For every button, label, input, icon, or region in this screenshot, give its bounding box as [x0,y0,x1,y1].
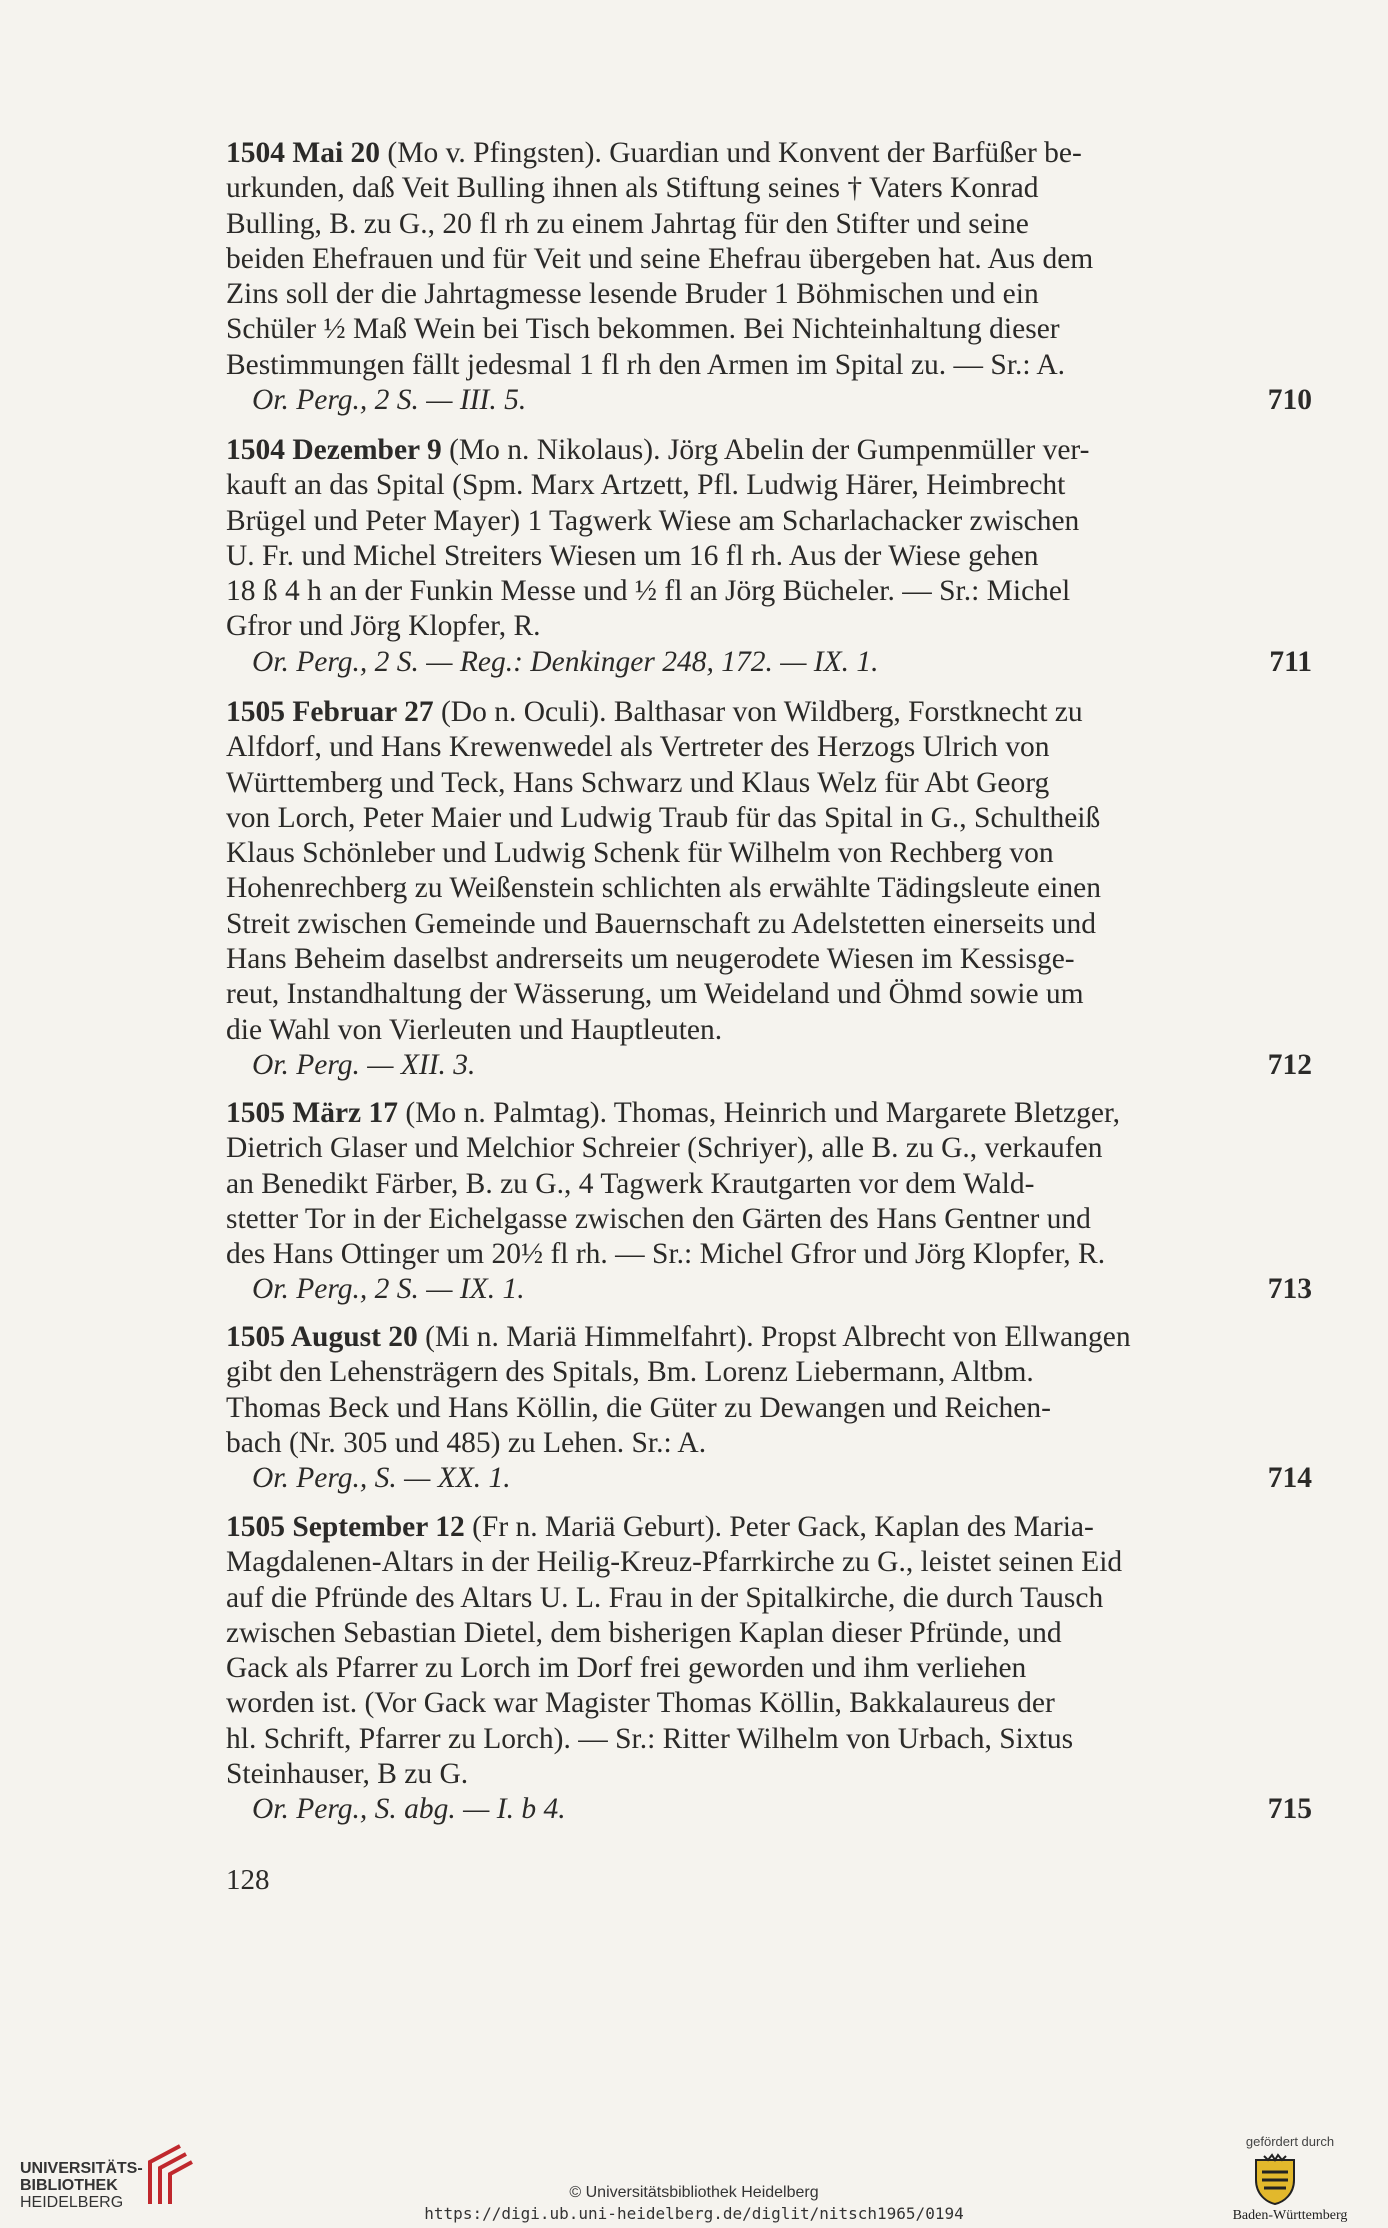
entry-number: 715 [1267,1793,1312,1826]
entry-number: 714 [1267,1462,1312,1495]
library-name[interactable]: UNIVERSITÄTS- BIBLIOTHEK HEIDELBERG [20,2160,143,2211]
entry-date: 1505 März 17 [226,1097,399,1129]
funder-name: Baden-Württemberg [1232,2208,1348,2223]
entry-number: 713 [1267,1273,1312,1306]
entry-source: Or. Perg., 2 S. — IX. 1. 713 [226,1272,1312,1308]
entry-715 [226,1510,1312,1828]
entry-number: 710 [1267,384,1312,417]
entry-source: Or. Perg., S. abg. — I. b 4. 715 [226,1792,1312,1828]
entry-text: 1505 August 20 (Mi n. Mariä Himmelfahrt). Propst Albrecht von Ellwangen gibt den Lehensträgern des Spitals, Bm. Lorenz Liebermann, Altbm. Thomas Beck und Hans Köllin, die Güter zu Dewangen und Reichen- bach (Nr. 305 und 485) zu Lehen. Sr.: A. [226,1321,1131,1459]
funding-label: gefördert durch [1245,2134,1335,2149]
entry-date: 1504 Mai 20 [226,137,381,169]
footer [0,2128,1388,2228]
entry-source: Or. Perg. — XII. 3. 712 [226,1048,1312,1084]
coat-of-arms-icon [1250,2152,1300,2206]
copyright-notice: © Universitätsbibliothek Heidelberg [569,2184,819,2201]
entry-source: Or. Perg., 2 S. — Reg.: Denkinger 248, 172. — IX. 1. 711 [226,645,1312,681]
entry-text: 1505 Februar 27 (Do n. Oculi). Balthasar von Wildberg, Forstknecht zu Alfdorf, und Hans Krewenwedel als Vertreter des Herzogs Ulrich von Württemberg und Teck, Hans Schwarz und Klaus Welz für Abt Georg von Lorch, Peter Maier und Ludwig Traub für das Spital in G., Schultheiß Klaus Schönleber und Ludwig Schenk für Wilhelm von Rechberg von Hohenrechberg zu Weißenstein schlichten als erwählte Tädingsleute einen Streit zwischen Gemeinde und Bauernschaft zu Adelstetten einerseits und Hans Beheim daselbst andrerseits um neugerodete Wiesen im Kessisge- reut, Instandhaltung der Wässerung, um Weideland und Öhmd sowie um die Wahl von Vierleuten und Hauptleuten. [226,696,1101,1046]
entry-number: 712 [1267,1048,1312,1081]
entry-text: 1504 Dezember 9 (Mo n. Nikolaus). Jörg Abelin der Gumpenmüller ver- kauft an das Spital (Spm. Marx Artzett, Pfl. Ludwig Härer, Heimbrecht Brügel und Peter Mayer) 1 Tagwerk Wiese am Scharlachacker zwischen U. Fr. und Michel Streiters Wiesen um 16 fl rh. Aus der Wiese gehen 18 ß 4 h an der Funkin Messe und ½ fl an Jörg Bücheler. — Sr.: Michel Gfror und Jörg Klopfer, R. [226,434,1090,643]
entry-710 [226,136,1312,419]
entry-source: Or. Perg., 2 S. — III. 5. 710 [226,383,1312,419]
entry-714 [226,1320,1312,1497]
entry-date: 1505 September 12 [226,1511,465,1543]
entry-date: 1505 August 20 [226,1321,418,1353]
entry-711 [226,433,1312,681]
entry-text: 1504 Mai 20 (Mo v. Pfingsten). Guardian und Konvent der Barfüßer be- urkunden, daß Veit Bulling ihnen als Stiftung seines † Vaters Konrad Bulling, B. zu G., 20 fl rh zu einem Jahrtag für den Stifter und seine beiden Ehefrauen und für Veit und seine Ehefrau übergeben hat. Aus dem Zins soll der die Jahrtagmesse lesende Bruder 1 Böhmischen und ein Schüler ½ Maß Wein bei Tisch bekommen. Bei Nichteinhaltung dieser Bestimmungen fällt jedesmal 1 fl rh den Armen im Spital zu. — Sr.: A. [226,137,1094,381]
page-number: 128 [226,1864,270,1896]
entry-date: 1505 Februar 27 [226,696,434,728]
entry-source: Or. Perg., S. — XX. 1. 714 [226,1461,1312,1497]
document-url[interactable]: https://digi.ub.uni-heidelberg.de/diglit/nitsch1965/0194 [424,2204,964,2223]
entry-713 [226,1096,1312,1308]
entry-number: 711 [1269,645,1312,678]
entry-text: 1505 September 12 (Fr n. Mariä Geburt). Peter Gack, Kaplan des Maria- Magdalenen-Altars in der Heilig-Kreuz-Pfarrkirche zu G., leistet seinen Eid auf die Pfründe des Altars U. L. Frau in der Spitalkirche, die durch Tausch zwischen Sebastian Dietel, dem bisherigen Kaplan dieser Pfründe, und Gack als Pfarrer zu Lorch im Dorf frei geworden und ihm verliehen worden ist. (Vor Gack war Magister Thomas Köllin, Bakkalaureus der hl. Schrift, Pfarrer zu Lorch). — Sr.: Ritter Wilhelm von Urbach, Sixtus Steinhauser, B zu G. [226,1511,1123,1791]
entry-712 [226,695,1312,1084]
entry-text: 1505 März 17 (Mo n. Palmtag). Thomas, Heinrich und Margarete Bletzger, Dietrich Glaser und Melchior Schreier (Schriyer), alle B. zu G., verkaufen an Benedikt Färber, B. zu G., 4 Tagwerk Krautgarten vor dem Wald- stetter Tor in der Eichelgasse zwischen den Gärten des Hans Gentner und des Hans Ottinger um 20½ fl rh. — Sr.: Michel Gfror und Jörg Klopfer, R. [226,1097,1120,1271]
entry-date: 1504 Dezember 9 [226,434,442,466]
